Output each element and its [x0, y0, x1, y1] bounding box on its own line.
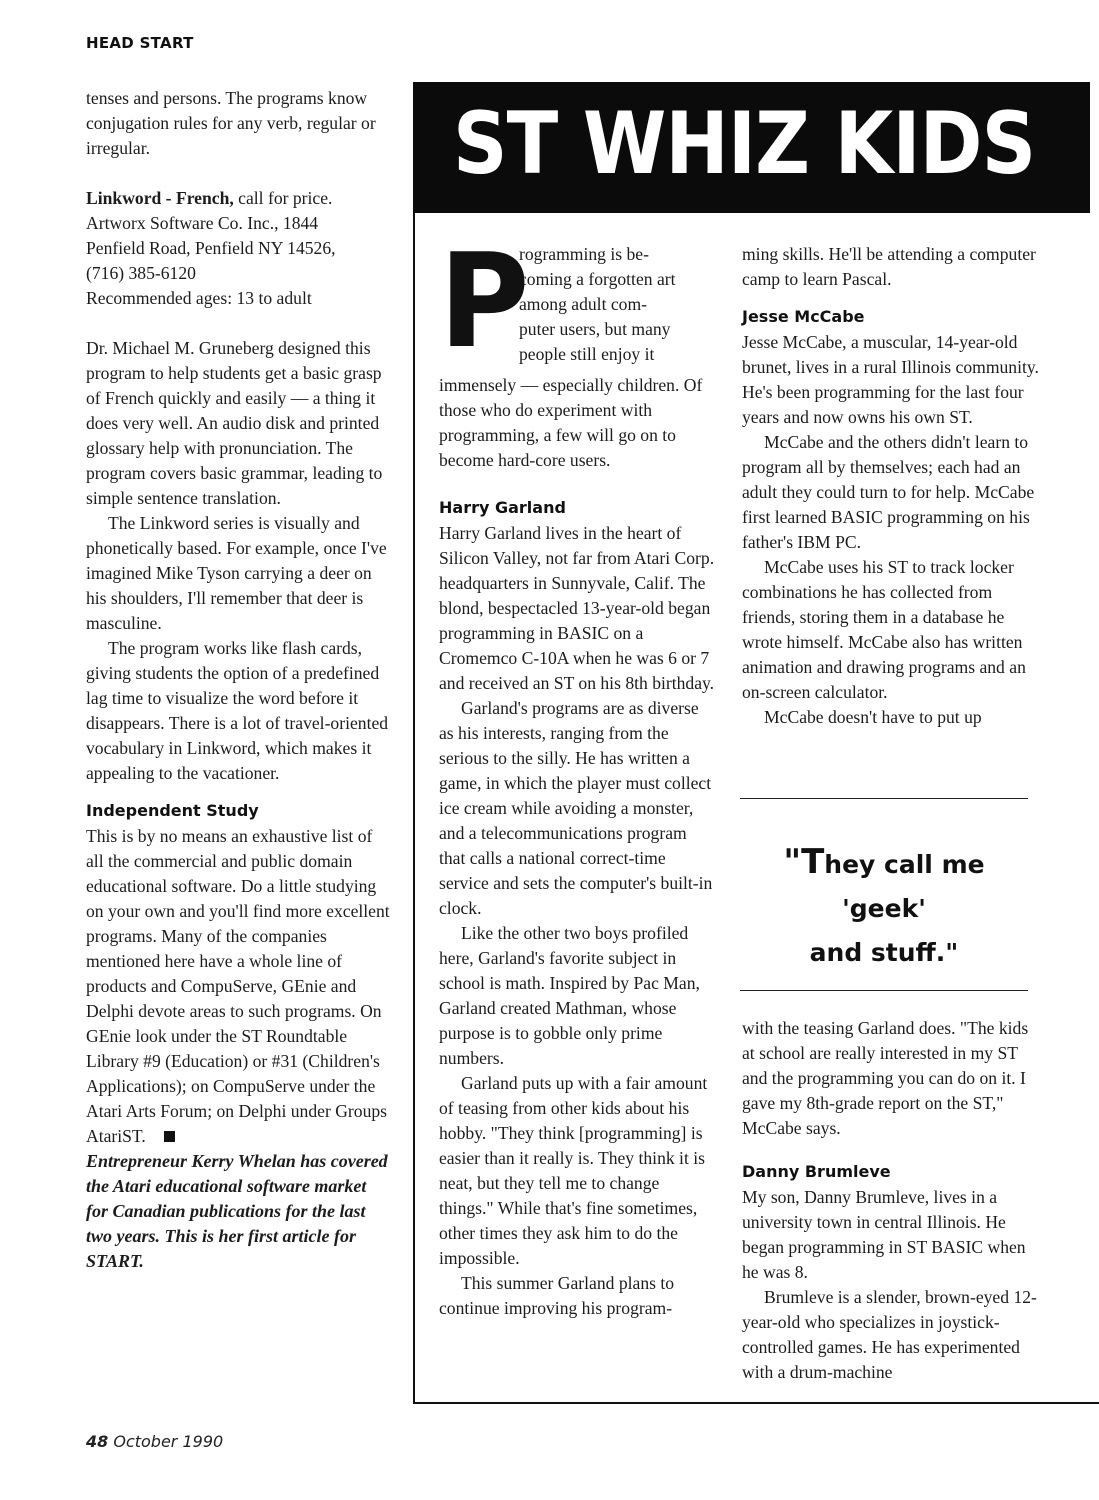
- section-header: HEAD START: [86, 34, 194, 52]
- subheading-harry-garland: Harry Garland: [439, 498, 566, 517]
- lead-paragraph: immensely — especially children. Of those who do experiment with programming, a few will go on to become hard-core users.: [439, 375, 703, 470]
- page-number: 48: [86, 1432, 109, 1451]
- body-paragraph: Jesse McCabe, a muscular, 14-year-old brunet, lives in a rural Illinois community. He's been programming for the last four years and now owns his own ST.: [742, 332, 1039, 427]
- lead-line: rogramming is be-: [519, 244, 649, 264]
- body-paragraph: Garland puts up with a fair amount of teasing from other kids about his hobby. "They think [programming] is easier than it really is. They think it is neat, but they tell me to change things." While that's fine sometimes, other times they ask him to do the impossible.: [439, 1073, 708, 1268]
- product-address: Penfield Road, Penfield NY 14526,: [86, 238, 336, 258]
- body-paragraph: Dr. Michael M. Gruneberg designed this program to help students get a basic grasp of French quickly and easily — a thing it does very well. An audio disk and printed glossary help with pronunciation. The program covers basic grammar, leading to simple sentence translation.: [86, 338, 383, 508]
- end-mark-icon: [164, 1131, 175, 1142]
- body-paragraph: The Linkword series is visually and phonetically based. For example, once I've imagined Mike Tyson carrying a deer on his shoulders, I'll remember that deer is masculine.: [86, 513, 387, 633]
- left-column: [86, 86, 392, 1274]
- feature-title: ST WHIZ KIDS: [453, 94, 1036, 194]
- body-paragraph: Harry Garland lives in the heart of Silicon Valley, not far from Atari Corp. headquarters in Sunnyvale, Calif. The blond, bespectacled 13-year-old began programming in BASIC on a Cromemco C-10A when he was 6 or 7 and received an ST on his 8th birthday.: [439, 523, 715, 693]
- feature-frame-bottom: [413, 1402, 1099, 1404]
- lead-line: among adult com-: [519, 294, 648, 314]
- subheading-danny-brumleve: Danny Brumleve: [742, 1162, 891, 1181]
- subheading-jesse-mccabe: Jesse McCabe: [742, 307, 865, 326]
- body-paragraph: This summer Garland plans to continue improving his program-: [439, 1273, 675, 1318]
- pull-quote: [740, 840, 1028, 975]
- subheading-independent-study: Independent Study: [86, 801, 259, 820]
- body-paragraph: McCabe doesn't have to put up: [764, 707, 982, 727]
- pull-quote-open: "T: [783, 842, 825, 882]
- drop-cap: P: [439, 225, 530, 377]
- middle-column: [439, 225, 717, 1321]
- lead-block: [439, 225, 717, 377]
- product-company: Artworx Software Co. Inc., 1844: [86, 213, 319, 233]
- product-name: Linkword - French,: [86, 188, 234, 208]
- right-column-continued: [742, 1016, 1042, 1385]
- body-paragraph: Brumleve is a slender, brown-eyed 12-year-old who specializes in joystick-controlled games. He has experimented with a drum-machine: [742, 1287, 1037, 1382]
- product-ages: Recommended ages: 13 to adult: [86, 288, 312, 308]
- feature-frame-left: [413, 84, 415, 1404]
- product-price: call for price.: [233, 188, 333, 208]
- pull-quote-line2: and stuff.": [809, 938, 959, 967]
- body-paragraph: Garland's programs are as diverse as his interests, ranging from the serious to the silly. He has written a game, in which the player must collect ice cream while avoiding a monster, and a telecommunications program that calls a national correct-time service and sets the computer's built-in clock.: [439, 698, 713, 918]
- body-paragraph: The program works like flash cards, giving students the option of a predefined lag time to visualize the word before it disappears. There is a lot of travel-oriented vocabulary in Linkword, which makes it appealing to the vacationer.: [86, 638, 389, 783]
- lead-line: puter users, but many: [519, 319, 671, 339]
- author-bio: Entrepreneur Kerry Whelan has covered the Atari educational software market for Canadian publications for the last two years. This is her first article for START.: [86, 1151, 388, 1271]
- pull-quote-rule-bottom: [740, 990, 1028, 991]
- body-paragraph: with the teasing Garland does. "The kids at school are really interested in my ST and the programming you can do on it. I gave my 8th-grade report on the ST," McCabe says.: [742, 1018, 1029, 1138]
- body-paragraph: Like the other two boys profiled here, Garland's favorite subject in school is math. Inspired by Pac Man, Garland created Mathman, whose purpose is to gobble only prime numbers.: [439, 923, 700, 1068]
- intro-paragraph: tenses and persons. The programs know conjugation rules for any verb, regular or irregular.: [86, 88, 376, 158]
- product-info: [86, 186, 392, 311]
- body-paragraph: McCabe uses his ST to track locker combinations he has collected from friends, storing them in a database he wrote himself. McCabe also has written animation and drawing programs and an on-screen calculator.: [742, 557, 1026, 702]
- right-column: [742, 242, 1042, 730]
- independent-study-paragraph: This is by no means an exhaustive list of all the commercial and public domain educational software. Do a little studying on your own and you'll find more excellent programs. Many of the companies mentioned here have a whole line of products and CompuServe, GEnie and Delphi devote areas to such programs. On GEnie look under the ST Roundtable Library #9 (Education) or #31 (Children's Applications); on CompuServe under the Atari Arts Forum; on Delphi under Groups AtariST.: [86, 826, 390, 1146]
- product-phone: (716) 385-6120: [86, 263, 196, 283]
- continued-paragraph: ming skills. He'll be attending a computer camp to learn Pascal.: [742, 244, 1036, 289]
- feature-banner: [413, 82, 1090, 213]
- lead-line: coming a forgotten art: [519, 269, 676, 289]
- body-paragraph: McCabe and the others didn't learn to program all by themselves; each had an adult they could turn to for help. McCabe first learned BASIC programming on his father's IBM PC.: [742, 432, 1035, 552]
- pull-quote-rule-top: [740, 798, 1028, 799]
- pull-quote-line1: hey call me 'geek': [824, 850, 985, 923]
- lead-line: people still enjoy it: [519, 344, 655, 364]
- page-footer: [86, 1432, 223, 1451]
- body-paragraph: My son, Danny Brumleve, lives in a university town in central Illinois. He began programming in ST BASIC when he was 8.: [742, 1187, 1026, 1282]
- issue-date: October 1990: [108, 1432, 224, 1451]
